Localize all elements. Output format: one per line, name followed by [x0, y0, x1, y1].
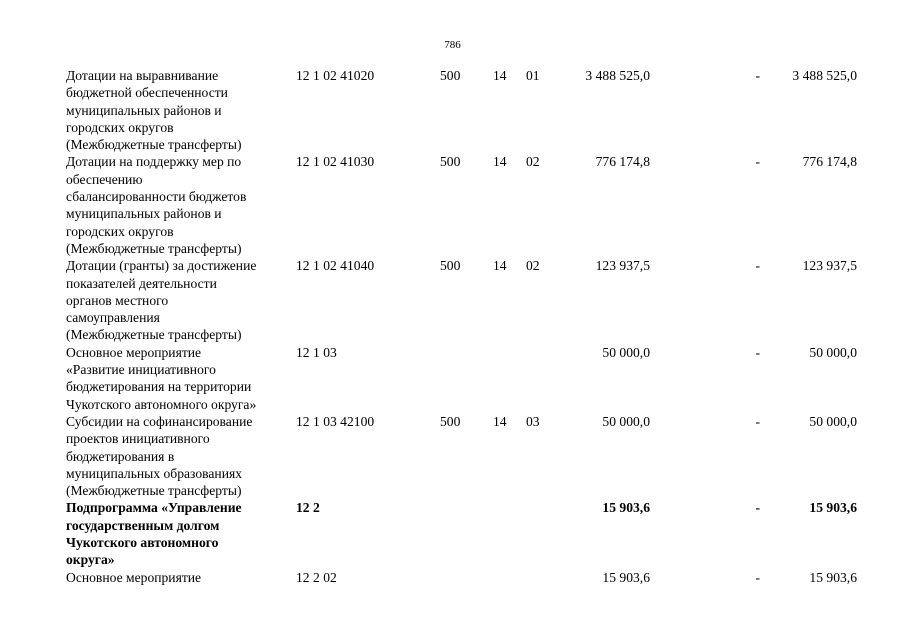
row-section: 14	[493, 154, 507, 170]
row-sum: 50 000,0	[602, 344, 650, 360]
table-row	[66, 569, 866, 586]
row-sum: 15 903,6	[602, 500, 650, 516]
row-expense-type: 500	[440, 154, 461, 170]
budget-table	[66, 67, 866, 586]
row-subsection: 01	[526, 68, 540, 83]
row-name: Дотации на поддержку мер по обеспечению сбалансированности бюджетов муниципальных районов и городских округов (Межбюджетные трансферты)	[66, 154, 247, 256]
row-total: 3 488 525,0	[792, 68, 857, 83]
table-row	[66, 153, 866, 257]
row-expense-type: 500	[440, 413, 461, 429]
row-code: 12 1 02 41030	[296, 154, 375, 170]
table-row	[66, 344, 866, 413]
row-change: -	[755, 500, 760, 516]
row-name: Основное мероприятие	[66, 569, 202, 585]
row-change: -	[755, 569, 760, 585]
row-name: Основное мероприятие «Развитие инициативного бюджетирования на территории Чукотского автономного округа»	[66, 344, 257, 412]
row-sum: 776 174,8	[595, 154, 650, 170]
row-name: Субсидии на софинансирование проектов инициативного бюджетирования в муниципальных образованиях (Межбюджетные трансферты)	[66, 413, 253, 499]
table-row	[66, 67, 866, 153]
row-change: -	[755, 68, 760, 83]
row-name: Дотации (гранты) за достижение показателей деятельности органов местного самоуправления (Межбюджетные трансферты)	[66, 258, 257, 343]
row-total: 776 174,8	[802, 154, 857, 170]
row-sum: 50 000,0	[602, 413, 650, 429]
row-code: 12 1 03 42100	[296, 413, 375, 429]
row-expense-type: 500	[440, 68, 461, 83]
row-section: 14	[493, 258, 507, 274]
row-code: 12 2	[296, 500, 320, 516]
row-total: 50 000,0	[809, 344, 857, 360]
row-total: 123 937,5	[802, 258, 857, 274]
table-row-subprogram	[66, 499, 866, 568]
row-name: Дотации на выравнивание бюджетной обеспеченности муниципальных районов и городских округов (Межбюджетные трансферты)	[66, 68, 242, 153]
row-total: 15 903,6	[809, 500, 857, 516]
row-subsection: 02	[526, 154, 540, 170]
row-expense-type: 500	[440, 258, 461, 274]
row-change: -	[755, 258, 760, 274]
row-total: 50 000,0	[809, 413, 857, 429]
row-name: Подпрограмма «Управление государственным долгом Чукотского автономного округа»	[66, 500, 242, 568]
page-number: 786	[444, 39, 461, 51]
row-subsection: 02	[526, 258, 540, 274]
row-code: 12 1 02 41020	[296, 68, 375, 83]
table-row	[66, 413, 866, 499]
row-code: 12 2 02	[296, 569, 337, 585]
row-sum: 15 903,6	[602, 569, 650, 585]
row-sum: 3 488 525,0	[585, 68, 650, 83]
row-sum: 123 937,5	[595, 258, 650, 274]
row-subsection: 03	[526, 413, 540, 429]
table-row	[66, 257, 866, 343]
row-change: -	[755, 344, 760, 360]
row-section: 14	[493, 68, 507, 83]
row-code: 12 1 02 41040	[296, 258, 375, 274]
row-change: -	[755, 154, 760, 170]
row-total: 15 903,6	[809, 569, 857, 585]
row-change: -	[755, 413, 760, 429]
row-section: 14	[493, 413, 507, 429]
row-code: 12 1 03	[296, 344, 337, 360]
